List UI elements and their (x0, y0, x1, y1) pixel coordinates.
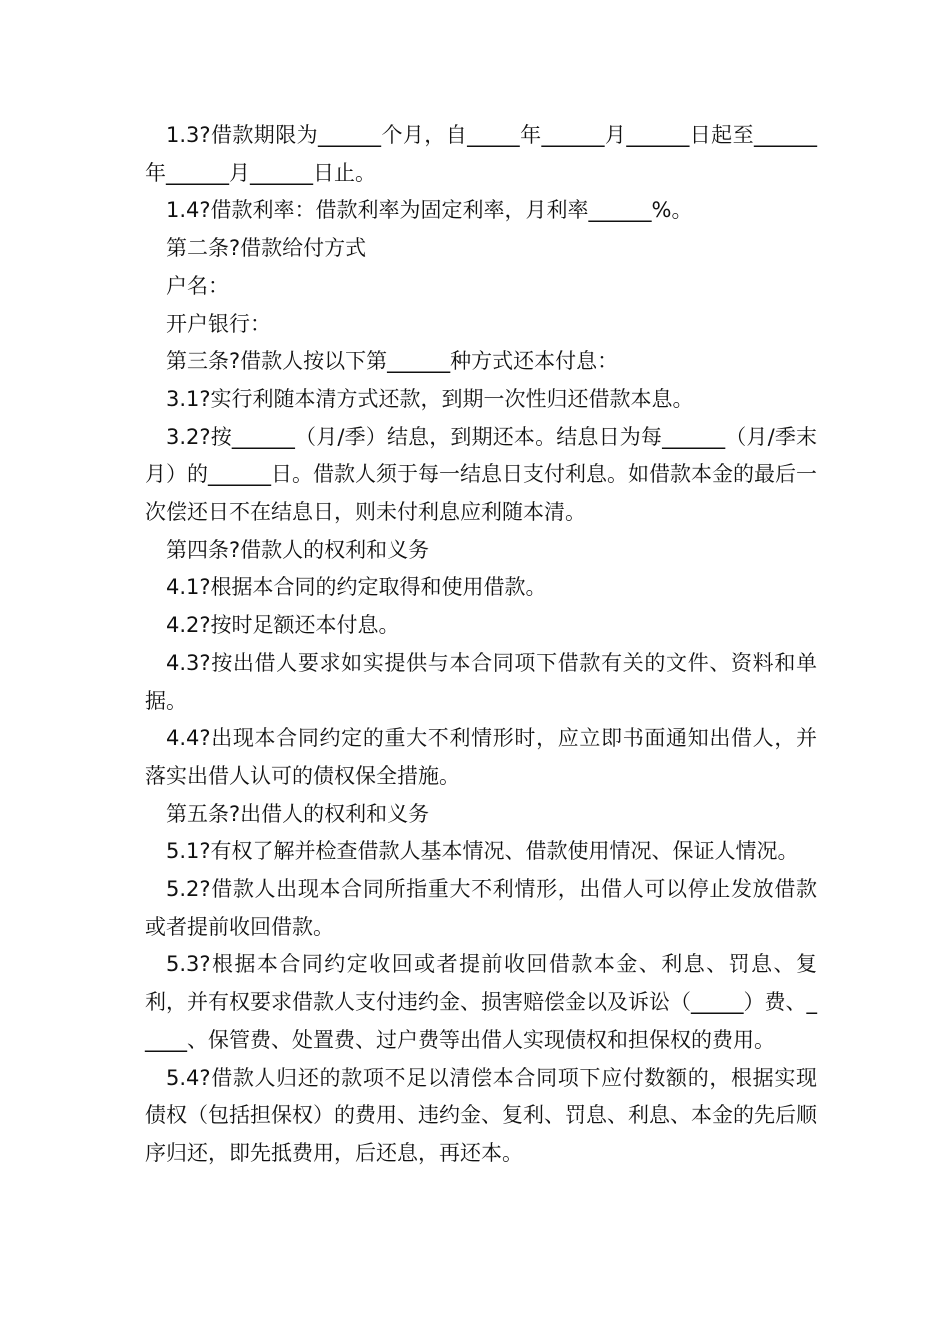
clause-5-2: 5.2?借款人出现本合同所指重大不利情形，出借人可以停止发放借款或者提前收回借款。 (145, 877, 817, 939)
clause-4-1: 4.1?根据本合同的约定取得和使用借款。 (166, 575, 547, 600)
article-5-heading: 第五条?出借人的权利和义务 (166, 801, 430, 826)
document-body (145, 117, 817, 1173)
clause-3-2: 3.2?按______（月/季）结息，到期还本。结息日为每______（月/季末月）的______日。借款人须于每一结息日支付利息。如借款本金的最后一次偿还日不在结息日，则未付利息应利随本清。 (145, 424, 817, 525)
clause-1-4-interest-rate: 1.4?借款利率：借款利率为固定利率，月利率______%。 (166, 198, 693, 223)
bank-name-line: 开户银行： (166, 311, 271, 336)
clause-5-1: 5.1?有权了解并检查借款人基本情况、借款使用情况、保证人情况。 (166, 839, 799, 864)
clause-4-3: 4.3?按出借人要求如实提供与本合同项下借款有关的文件、资料和单据。 (145, 650, 817, 713)
clause-5-4: 5.4?借款人归还的款项不足以清偿本合同项下应付数额的，根据实现债权（包括担保权）的费用、违约金、复利、罚息、利息、本金的先后顺序归还，即先抵费用，后还息，再还本。 (145, 1065, 817, 1165)
clause-5-3: 5.3?根据本合同约定收回或者提前收回借款本金、利息、罚息、复利，并有权要求借款人支付违约金、损害赔偿金以及诉讼（_____）费、_____、保管费、处置费、过户费等出借人实现债权和担保权的费用。 (145, 952, 817, 1052)
account-name-line: 户名： (166, 273, 229, 298)
article-4-heading: 第四条?借款人的权利和义务 (166, 537, 430, 562)
article-3-heading: 第三条?借款人按以下第______种方式还本付息： (166, 349, 619, 374)
clause-4-2: 4.2?按时足额还本付息。 (166, 613, 400, 638)
clause-1-3-term: 1.3?借款期限为______个月，自_____年______月______日起至______年______月______日止。 (145, 123, 817, 185)
clause-4-4: 4.4?出现本合同约定的重大不利情形时，应立即书面通知出借人，并落实出借人认可的债权保全措施。 (145, 726, 817, 788)
article-2-heading: 第二条?借款给付方式 (166, 236, 367, 261)
clause-3-1: 3.1?实行利随本清方式还款，到期一次性归还借款本息。 (166, 386, 694, 411)
